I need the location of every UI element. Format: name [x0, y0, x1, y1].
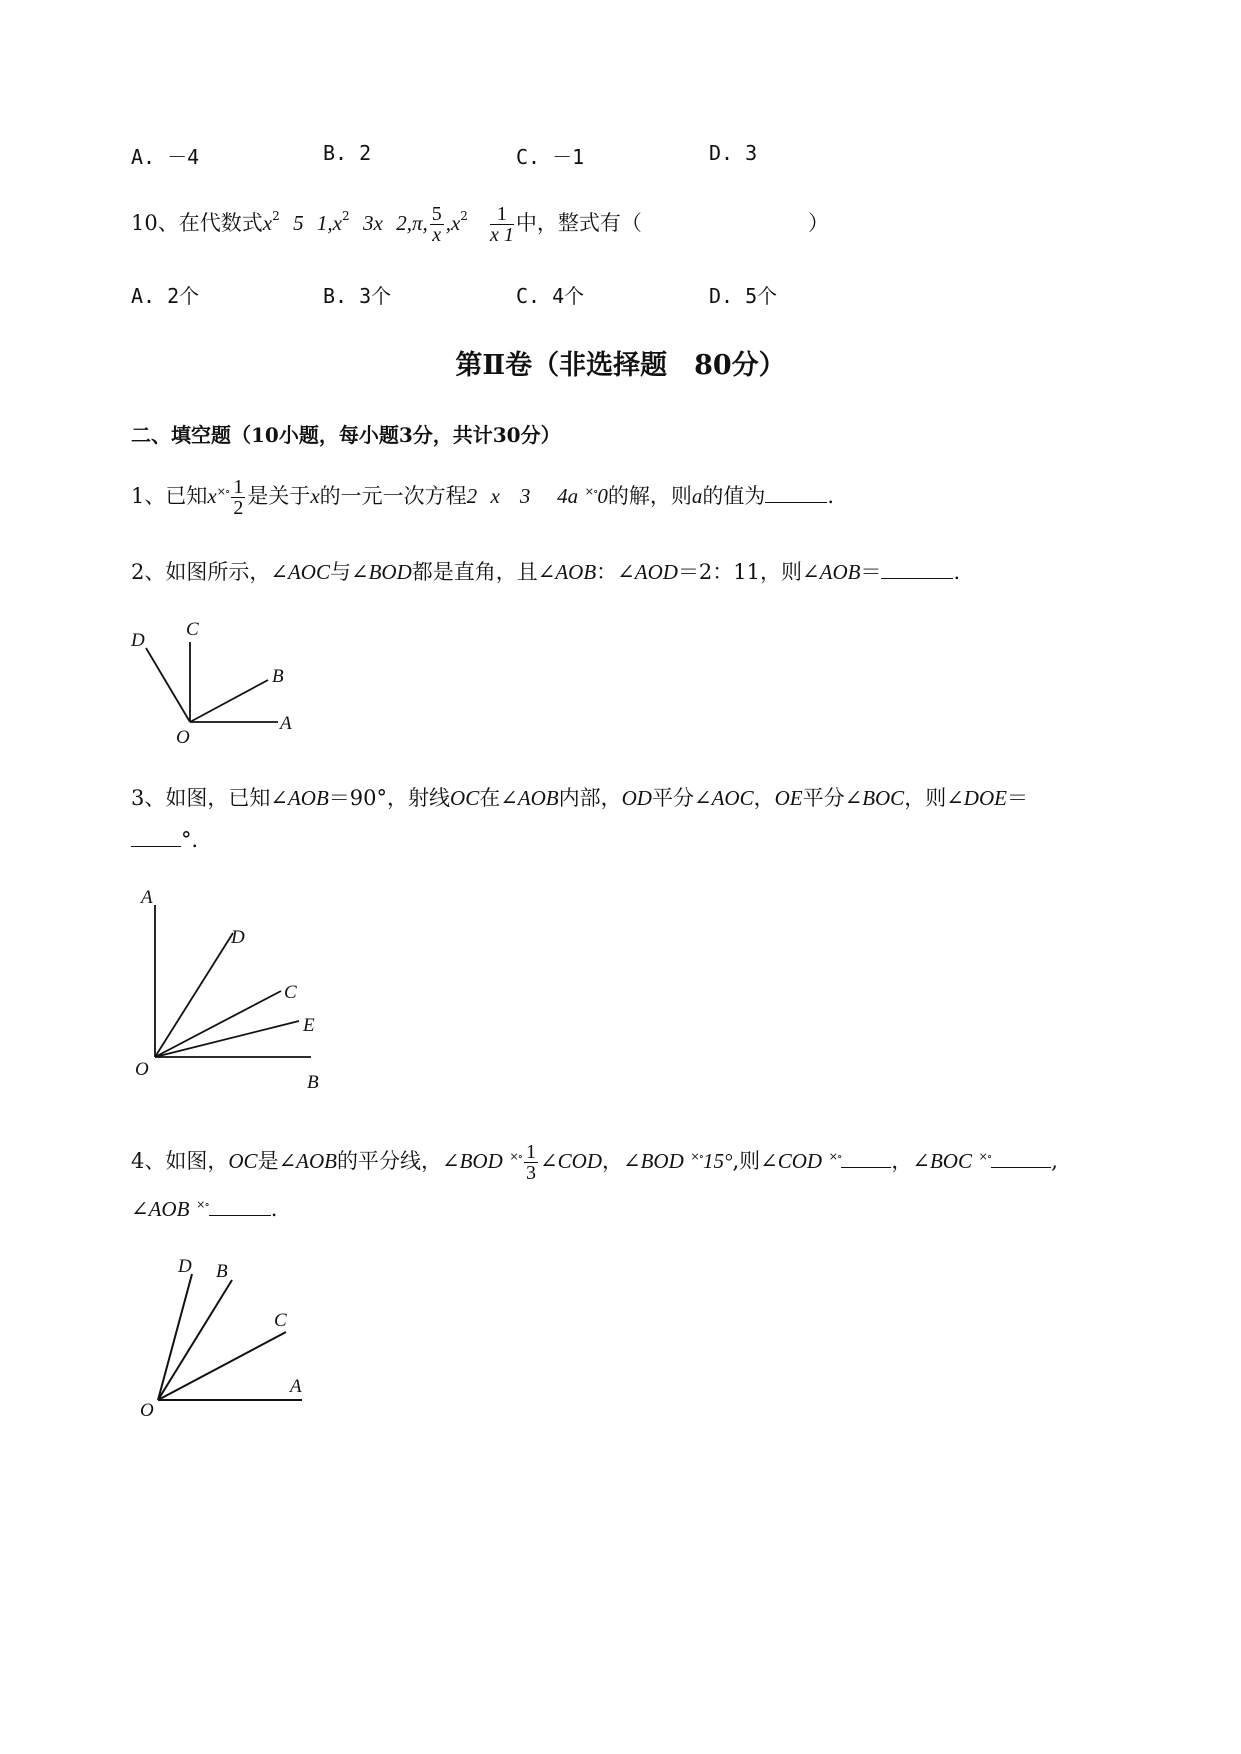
ray-name: OE: [774, 786, 803, 810]
q9-option-c: C. －1: [516, 145, 585, 169]
f2-text: ：: [596, 560, 618, 584]
equals-glyph: ×∘: [196, 1198, 209, 1211]
q10-expr: ,x: [445, 211, 461, 235]
angle: ∠COD: [540, 1149, 602, 1173]
ray-OD: [158, 1274, 192, 1400]
f4-text: 是: [257, 1149, 279, 1173]
f1-text: 的一元一次方程: [319, 484, 467, 508]
f4-fraction-third: [524, 1142, 538, 1183]
q10-option-d: D. 5个: [709, 284, 778, 308]
q10-expr: 3x: [363, 211, 383, 235]
fraction-denominator: x: [432, 224, 442, 246]
label-D: D: [131, 630, 145, 651]
q10-expr: x: [262, 211, 273, 235]
eq-part: x: [490, 484, 500, 508]
angle: ∠AOB: [500, 786, 559, 810]
q9-option-a: A. －4: [131, 145, 200, 169]
equals-glyph: ×∘: [584, 485, 598, 498]
f4-text: 的平分线，: [336, 1149, 442, 1173]
equals-glyph: ×∘: [828, 1150, 842, 1163]
label-A: A: [290, 1376, 302, 1397]
label-O: O: [140, 1400, 154, 1421]
label-C: C: [274, 1310, 287, 1331]
label-O: O: [176, 727, 190, 748]
angle: ∠AOD: [617, 560, 678, 584]
f1-text: 的解，则: [607, 484, 692, 508]
value: 15°: [703, 1149, 733, 1173]
q10-expr: x: [332, 211, 342, 235]
f3-text: ＝90°，射线: [328, 786, 451, 810]
eq-part: 3: [519, 484, 531, 508]
f3-text: 平分: [651, 786, 694, 810]
f4-text: ，: [601, 1149, 623, 1173]
q10-expr: 5: [293, 211, 304, 235]
answer-blank[interactable]: [881, 560, 953, 579]
angle: ∠DOE: [946, 786, 1007, 810]
ray-OC: [158, 1332, 286, 1400]
label-B: B: [307, 1072, 319, 1093]
f4-text: ，: [891, 1149, 913, 1173]
angle: ∠AOB: [278, 1149, 337, 1173]
f3-text: ，: [753, 786, 775, 810]
label-A: A: [141, 887, 153, 908]
fill-question-4: [131, 1142, 1058, 1183]
q10-expr: 2,π,: [396, 211, 428, 235]
section-title: 第Ⅱ卷（非选择题 80分）: [455, 350, 786, 381]
answer-blank[interactable]: [131, 828, 181, 847]
fill-question-3: [131, 784, 1028, 812]
fraction-numerator: 5: [431, 203, 442, 225]
f4-text: ,则: [732, 1149, 761, 1173]
f2-text: ＝: [860, 560, 882, 584]
f3-text: ＝: [1006, 786, 1028, 810]
figure-4: [130, 1250, 330, 1430]
ray-OD: [155, 933, 233, 1057]
ray-OB: [190, 680, 268, 722]
eq-part: 2: [466, 484, 478, 508]
q10-suffix: 中，整式有（: [515, 211, 642, 235]
label-O: O: [135, 1059, 149, 1080]
figure-2: [120, 610, 310, 750]
fraction-denominator: x 1: [489, 224, 514, 246]
fill-question-1: [131, 477, 834, 518]
label-B: B: [272, 666, 284, 687]
angle: ∠AOC: [693, 786, 754, 810]
angle: ∠BOD: [441, 1149, 503, 1173]
q10-fraction-5-over-x: [430, 204, 444, 245]
angle: ∠BOC: [844, 786, 905, 810]
q10-sup: 2: [460, 209, 468, 223]
label-E: E: [303, 1015, 315, 1036]
ray-name: OC: [228, 1149, 258, 1173]
f4-text: ,: [1051, 1149, 1058, 1173]
question-10: [131, 202, 642, 245]
var: x: [207, 484, 217, 508]
q10-option-a: A. 2个: [131, 284, 200, 308]
fraction-denominator: 3: [526, 1162, 537, 1184]
f1-text: 是关于: [247, 484, 311, 508]
answer-blank[interactable]: [841, 1149, 891, 1168]
q10-option-c: C. 4个: [516, 284, 585, 308]
f3-end: °．: [181, 828, 213, 852]
q10-sup: 2: [272, 209, 280, 223]
f4-end: .: [270, 1197, 278, 1221]
f2-text: 都是直角，且: [411, 560, 538, 584]
eq-part: 4a: [557, 484, 579, 508]
label-C: C: [186, 619, 199, 640]
f4-text: 4、如图，: [131, 1149, 229, 1173]
q10-sup: 2: [342, 209, 350, 223]
f2-end: .: [953, 560, 961, 584]
angle: ∠BOD: [622, 1149, 684, 1173]
fill-question-3-line2: [131, 826, 213, 854]
answer-blank[interactable]: [209, 1197, 271, 1216]
var: a: [691, 484, 703, 508]
f2-text: 与: [329, 560, 351, 584]
f1-prefix: 1、已知: [131, 484, 208, 508]
section-heading: 二、填空题（10小题，每小题3分，共计30分）: [131, 423, 561, 447]
equals-glyph: ×∘: [978, 1150, 992, 1163]
label-B: B: [216, 1261, 228, 1282]
f1-text: 的值为: [702, 484, 766, 508]
figure-3: [125, 885, 335, 1095]
q10-fraction-1-over-x-1: [490, 204, 514, 245]
q10-expr: 1,: [316, 211, 333, 235]
fraction-numerator: 1: [490, 204, 514, 225]
f2-text: 2、如图所示，: [131, 560, 271, 584]
ray-OE: [155, 1021, 299, 1057]
f1-fraction-half: [231, 477, 245, 518]
answer-blank[interactable]: [765, 484, 827, 503]
label-D: D: [178, 1256, 192, 1277]
angle: ∠COD: [760, 1149, 823, 1173]
angle: ∠AOB: [131, 1197, 190, 1221]
fill-question-2: [131, 558, 960, 586]
equals-glyph: ×∘: [690, 1150, 704, 1163]
f3-text: 平分: [802, 786, 845, 810]
ray-OC: [155, 991, 281, 1057]
angle: ∠AOB: [802, 560, 861, 584]
q10-close-paren: ）: [808, 211, 829, 235]
q9-option-b: B. 2: [323, 141, 372, 165]
angle: ∠AOB: [537, 560, 597, 584]
label-C: C: [284, 982, 297, 1003]
f2-text: ＝2：11，则: [677, 560, 803, 584]
fraction-numerator: 1: [233, 476, 244, 498]
ray-OB: [158, 1280, 232, 1400]
f3-text: ，则: [904, 786, 947, 810]
f3-text: 内部，: [558, 786, 622, 810]
label-A: A: [280, 713, 292, 734]
f3-text: 在: [479, 786, 501, 810]
fill-question-4-line2: [131, 1191, 277, 1223]
fraction-denominator: 2: [233, 497, 244, 519]
angle: ∠BOD: [350, 560, 412, 584]
label-D: D: [231, 927, 245, 948]
q10-option-b: B. 3个: [323, 284, 392, 308]
f3-text: 3、如图，已知: [131, 786, 271, 810]
q10-prefix: 10、在代数式: [131, 211, 263, 235]
eq-part: 0: [597, 484, 608, 508]
equals-glyph: ×∘: [509, 1150, 523, 1163]
f1-end: .: [827, 484, 835, 508]
answer-blank[interactable]: [991, 1149, 1051, 1168]
ray-OD: [146, 648, 190, 722]
var: x: [310, 484, 320, 508]
fraction-numerator: 1: [526, 1141, 537, 1163]
q9-option-d: D. 3: [709, 141, 758, 165]
ray-name: OD: [621, 786, 652, 810]
angle: ∠AOB: [270, 786, 329, 810]
angle: ∠BOC: [912, 1149, 972, 1173]
angle: ∠AOC: [270, 560, 330, 584]
equals-glyph: ×∘: [216, 485, 230, 498]
ray-name: OC: [450, 786, 480, 810]
